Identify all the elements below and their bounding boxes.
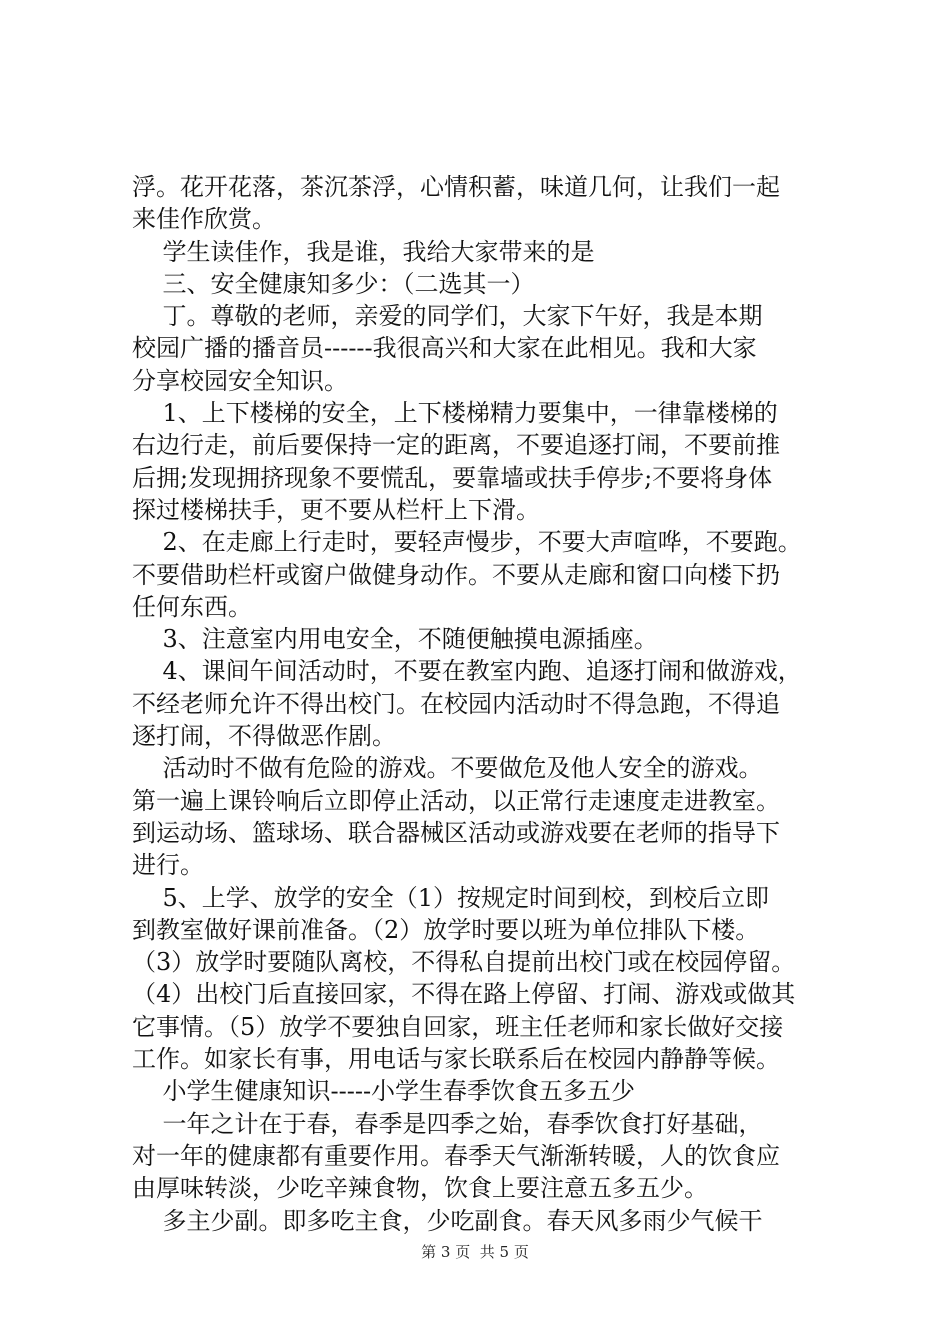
text-line: 它事情。（5）放学不要独自回家，班主任老师和家长做好交接 — [132, 1012, 784, 1041]
text-line: （3）放学时要随队离校，不得私自提前出校门或在校园停留。 — [132, 948, 796, 977]
text-line: 一年之计在于春，春季是四季之始，春季饮食打好基础， — [132, 1109, 763, 1138]
text-line: 小学生健康知识-----小学生春季饮食五多五少 — [132, 1077, 636, 1106]
text-line: 多主少副。即多吃主食，少吃副食。春天风多雨少气候干 — [132, 1206, 763, 1235]
text-line: 丁。尊敬的老师，亲爱的同学们，大家下午好，我是本期 — [132, 302, 763, 331]
text-line: 工作。如家长有事，用电话与家长联系后在校园内静静等候。 — [132, 1045, 780, 1074]
document-body — [132, 171, 832, 1237]
text-line: 1、上下楼梯的安全，上下楼梯精力要集中，一律靠楼梯的 — [132, 399, 778, 428]
text-line: 不要借助栏杆或窗户做健身动作。不要从走廊和窗口向楼下扔 — [132, 560, 780, 589]
text-line: 三、安全健康知多少：（二选其一） — [132, 269, 535, 298]
text-line: 右边行走，前后要保持一定的距离，不要追逐打闹，不要前推 — [132, 431, 780, 460]
text-line: 对一年的健康都有重要作用。春季天气渐渐转暖，人的饮食应 — [132, 1141, 780, 1170]
text-line: 进行。 — [132, 851, 204, 880]
text-line: 分享校园安全知识。 — [132, 366, 348, 395]
text-line: 校园广播的播音员------我很高兴和大家在此相见。我和大家 — [132, 334, 757, 363]
text-line: 到教室做好课前准备。（2）放学时要以班为单位排队下楼。 — [132, 915, 760, 944]
text-line: 第一遍上课铃响后立即停止活动，以正常行走速度走进教室。 — [132, 786, 780, 815]
text-line: 3、注意室内用电安全，不随便触摸电源插座。 — [132, 625, 658, 654]
page-footer: 第 3 页 共 5 页 — [421, 1243, 529, 1261]
text-line: 不经老师允许不得出校门。在校园内活动时不得急跑，不得追 — [132, 689, 780, 718]
text-line: 逐打闹，不得做恶作剧。 — [132, 722, 396, 751]
text-line: 活动时不做有危险的游戏。不要做危及他人安全的游戏。 — [132, 754, 763, 783]
text-line: 后拥;发现拥挤现象不要慌乱，要靠墙或扶手停步;不要将身体 — [132, 463, 773, 492]
text-line: 任何东西。 — [132, 592, 252, 621]
text-line: 到运动场、篮球场、联合器械区活动或游戏要在老师的指导下 — [132, 818, 780, 847]
text-line: 学生读佳作，我是谁，我给大家带来的是 — [132, 237, 595, 266]
text-line: 由厚味转淡，少吃辛辣食物，饮食上要注意五多五少。 — [132, 1174, 708, 1203]
text-line: 来佳作欣赏。 — [132, 205, 276, 234]
text-line: 探过楼梯扶手，更不要从栏杆上下滑。 — [132, 495, 540, 524]
text-line: （4）出校门后直接回家，不得在路上停留、打闹、游戏或做其 — [132, 980, 796, 1009]
text-line: 4、课间午间活动时，不要在教室内跑、追逐打闹和做游戏， — [132, 657, 802, 686]
text-line: 浮。花开花落，茶沉茶浮，心情积蓄，味道几何，让我们一起 — [132, 173, 780, 201]
text-line: 2、在走廊上行走时，要轻声慢步，不要大声喧哗，不要跑。 — [132, 528, 802, 557]
text-line: 5、上学、放学的安全（1）按规定时间到校，到校后立即 — [132, 883, 770, 912]
